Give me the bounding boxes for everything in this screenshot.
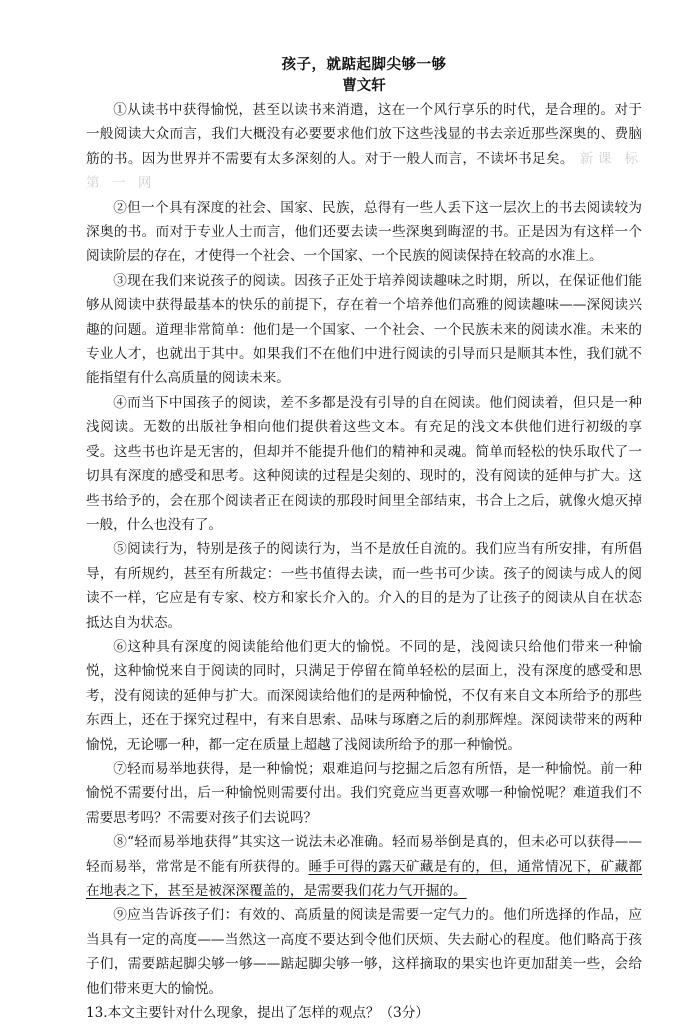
paragraph-6: ⑥这种具有深度的阅读能给他们更大的愉悦。不同的是，浅阅读只给他们带来一种愉悦，这种愉悦来自于阅读的同时，只满足于停留在简单轻松的层面上，没有深度的感受和思考，没有阅读的延伸与扩大。而深阅读给他们的是两种愉悦，不仅有来自文本所给予的那些东西上，还在于探究过程中，有来自思索、品味与琢磨之后的刹那辉煌。深阅读带来的两种愉悦，无论哪一种，都一定在质量上超越了浅阅读所给予的那一种愉悦。 bbox=[86, 638, 642, 753]
article-author: 曹文轩 bbox=[342, 77, 386, 94]
document-page bbox=[86, 54, 642, 1025]
article-title: 孩子，就踮起脚尖够一够 bbox=[281, 56, 447, 73]
paragraph-2: ②但一个具有深度的社会、国家、民族，总得有一些人丢下这一层次上的书去阅读较为深奥的书。而对于专业人士而言，他们还要去读一些深奥到晦涩的书。正是因为有这样一个阅读阶层的存在，才使得一个社会、一个国家、一个民族的阅读保持在较高的水准上。 bbox=[86, 199, 642, 265]
paragraph-8 bbox=[86, 830, 642, 903]
paragraph-3: ③现在我们来说孩子的阅读。因孩子正处于培养阅读趣味之时期，所以，在保证他们能够从阅读中获得最基本的快乐的前提下，存在着一个培养他们高雅的阅读趣味——深阅读兴趣的问题。道理非常简单：他们是一个国家、一个社会、一个民族未来的阅读水准。未来的专业人才，也就出于其中。如果我们不在他们中进行阅读的引导而只是顺其本性，我们就不能指望有什么高质量的阅读未来。 bbox=[86, 272, 642, 387]
question-13: 13.本文主要针对什么现象，提出了怎样的观点？（3分） bbox=[86, 1005, 429, 1022]
paragraph-7: ⑦轻而易举地获得，是一种愉悦；艰难追问与挖掘之后忽有所悟，是一种愉悦。前一种愉悦不需要付出，后一种愉悦则需要付出。我们究竟应当更喜欢哪一种愉悦呢？难道我们不需要思考吗？不需要对孩子们去说吗？ bbox=[86, 760, 642, 826]
paragraph-8-text: ⑧“轻而易举地获得”其实这一说法未必准确。轻而易举倒是真的，但未必可以获得——轻而易举，常常是不能有所获得的。 bbox=[86, 834, 642, 875]
paragraph-4: ④而当下中国孩子的阅读，差不多都是没有引导的自在阅读。他们阅读着，但只是一种浅阅读。无数的出版社争相向他们提供着这些文本。有充足的浅文本供他们进行初级的享受。这些书也许是无害的，但却并不能提升他们的精神和灵魂。简单而轻松的快乐取代了一切具有深度的感受和思考。这种阅读的过程是尖刻的、现时的，没有阅读的延伸与扩大。这些书给予的，会在那个阅读者正在阅读的那段时间里全部结束，书合上之后，就像火熄灭掉一般，什么也没有了。 bbox=[86, 394, 642, 533]
watermark-text: 新课 标第 一 网 bbox=[86, 150, 642, 192]
paragraph-1-text: ①从读书中获得愉悦，甚至以读书来消遣，这在一个风行享乐的时代，是合理的。对于一般阅读大众而言，我们大概没有必要要求他们放下这些浅显的书去亲近那些深奥的、费脑筋的书。因为世界并不需要有太多深刻的人。对于一般人而言，不读坏书足矣。 bbox=[86, 102, 642, 167]
paragraph-5: ⑤阅读行为，特别是孩子的阅读行为，当不是放任自流的。我们应当有所安排，有所倡导，有所规约，甚至有所裁定：一些书值得去读，而一些书可少读。孩子的阅读与成人的阅读不一样，它应是有专家、校方和家长介入的。介入的目的是为了让孩子的阅读从自在状态抵达自为状态。 bbox=[86, 541, 642, 631]
underlined-sentence: 睡手可得的露天矿藏是有的，但，通常情况下，矿藏都在地表之下，甚至是被深深覆盖的，是需要我们花力气开掘的。 bbox=[86, 858, 643, 899]
paragraph-9: ⑨应当告诉孩子们：有效的、高质量的阅读是需要一定气力的。他们所选择的作品，应当具有一定的高度——当然这一高度不要达到令他们厌烦、失去耐心的程度。他们略高于孩子们，需要踮起脚尖够一够——踮起脚尖够一够，这样摘取的果实也许更加甜美一些，会给他们带来更大的愉悦。 bbox=[86, 907, 642, 997]
paragraph-1 bbox=[86, 98, 642, 196]
